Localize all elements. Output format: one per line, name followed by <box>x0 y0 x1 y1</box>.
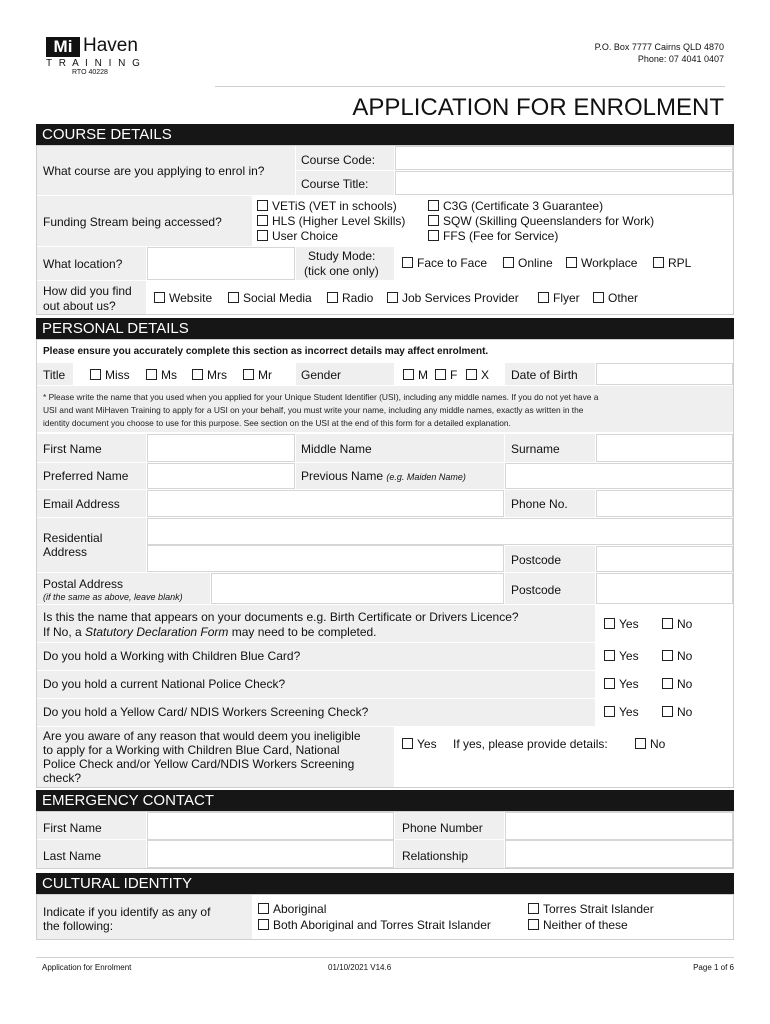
docname-no[interactable]: No <box>662 617 692 631</box>
course-title-label: Course Title: <box>301 177 369 191</box>
study-mode-label: Study Mode: <box>308 249 376 263</box>
checkbox-rpl[interactable] <box>653 257 664 268</box>
usi-note-line-2: USI and want MiHaven Training to apply for a USI on your behalf, you must write your name, including any middle names, exactly as written in the <box>43 405 584 415</box>
docname-yes[interactable]: Yes <box>604 617 639 631</box>
find-other[interactable]: Other <box>593 291 638 305</box>
blue-card-no[interactable]: No <box>662 649 692 663</box>
gender-f[interactable]: F <box>435 368 457 382</box>
ensure-note: Please ensure you accurately complete this section as incorrect details may affect enrolment. <box>43 346 489 357</box>
phone-field[interactable] <box>596 490 733 517</box>
org-phone: Phone: 07 4041 0407 <box>637 54 724 64</box>
residential-label-1: Residential <box>43 531 103 545</box>
statutory-declaration-link: Statutory Declaration Form <box>85 625 229 639</box>
checkbox-vetis[interactable] <box>257 200 268 211</box>
title-ms[interactable]: Ms <box>146 368 177 382</box>
course-code-field[interactable] <box>395 146 733 170</box>
emergency-phone-field[interactable] <box>505 812 733 840</box>
emergency-relationship-label: Relationship <box>402 849 469 863</box>
yellow-card-question: Do you hold a Yellow Card/ NDIS Workers Screening Check? <box>43 705 369 719</box>
checkbox-radio[interactable] <box>327 292 338 303</box>
mode-rpl[interactable]: RPL <box>653 256 691 270</box>
gender-x[interactable]: X <box>466 368 489 382</box>
cultural-aboriginal[interactable]: Aboriginal <box>258 902 326 916</box>
checkbox-workplace[interactable] <box>566 257 577 268</box>
funding-question: Funding Stream being accessed? <box>43 215 222 229</box>
course-code-label: Course Code: <box>301 153 376 167</box>
footer-left: Application for Enrolment <box>42 963 132 972</box>
emergency-first-name-label: First Name <box>43 821 102 835</box>
res-postcode-field[interactable] <box>596 546 733 572</box>
title-label: Title <box>43 368 66 382</box>
funding-c3g[interactable]: C3G (Certificate 3 Guarantee) <box>428 199 603 213</box>
middle-name-label: Middle Name <box>301 442 372 456</box>
checkbox-job-services[interactable] <box>387 292 398 303</box>
funding-vetis[interactable]: VETiS (VET in schools) <box>257 199 397 213</box>
aware-question-3: Police Check and/or Yellow Card/NDIS Workers Screening <box>43 757 355 771</box>
checkbox-other[interactable] <box>593 292 604 303</box>
section-emergency-contact: EMERGENCY CONTACT <box>36 790 734 811</box>
checkbox-aware-yes[interactable] <box>402 738 413 749</box>
cultural-neither[interactable]: Neither of these <box>528 918 628 932</box>
email-field[interactable] <box>147 490 504 517</box>
emergency-first-name-field[interactable] <box>147 812 394 840</box>
footer-center: 01/10/2021 V14.6 <box>328 963 392 972</box>
find-job-services[interactable]: Job Services Provider <box>387 291 519 305</box>
checkbox-mrs[interactable] <box>192 369 203 380</box>
checkbox-ms[interactable] <box>146 369 157 380</box>
checkbox-f[interactable] <box>435 369 446 380</box>
checkbox-both[interactable] <box>258 919 269 930</box>
checkbox-police-yes[interactable] <box>604 678 615 689</box>
aware-yes[interactable]: Yes <box>402 737 437 751</box>
checkbox-website[interactable] <box>154 292 165 303</box>
checkbox-police-no[interactable] <box>662 678 673 689</box>
find-label-2: out about us? <box>43 299 116 313</box>
checkbox-face-to-face[interactable] <box>402 257 413 268</box>
footer-page: Page 1 of 6 <box>693 963 734 972</box>
cultural-question-1: Indicate if you identify as any of <box>43 905 211 919</box>
res-postcode-label: Postcode <box>511 553 562 567</box>
previous-name-label: Previous Name (e.g. Maiden Name) <box>301 469 466 483</box>
aware-no[interactable]: No <box>635 737 665 751</box>
checkbox-docname-no[interactable] <box>662 618 673 629</box>
mode-workplace[interactable]: Workplace <box>566 256 637 270</box>
funding-ffs[interactable]: FFS (Fee for Service) <box>428 229 558 243</box>
page-title: APPLICATION FOR ENROLMENT <box>352 94 724 121</box>
first-name-field[interactable] <box>147 434 295 462</box>
course-question: What course are you applying to enrol in? <box>43 164 265 178</box>
mode-face-to-face[interactable]: Face to Face <box>402 256 487 270</box>
find-social-media[interactable]: Social Media <box>228 291 312 305</box>
logo-word: Haven <box>83 35 138 56</box>
postal-field[interactable] <box>211 573 504 604</box>
section-cultural-identity: CULTURAL IDENTITY <box>36 873 734 894</box>
preferred-name-label: Preferred Name <box>43 469 129 483</box>
title-mrs[interactable]: Mrs <box>192 368 227 382</box>
preferred-name-field[interactable] <box>147 463 295 489</box>
dob-label: Date of Birth <box>511 368 578 382</box>
find-radio[interactable]: Radio <box>327 291 373 305</box>
mode-online[interactable]: Online <box>503 256 553 270</box>
postal-postcode-label: Postcode <box>511 583 562 597</box>
cultural-torres-strait[interactable]: Torres Strait Islander <box>528 902 654 916</box>
gender-label: Gender <box>301 368 342 382</box>
residential-field[interactable] <box>147 518 733 545</box>
logo-mark: Mi <box>46 37 80 57</box>
org-address: P.O. Box 7777 Cairns QLD 4870 <box>594 42 724 52</box>
checkbox-hls[interactable] <box>257 215 268 226</box>
phone-label: Phone No. <box>511 497 568 511</box>
checkbox-miss[interactable] <box>90 369 101 380</box>
dob-field[interactable] <box>596 363 733 385</box>
residential-label-2: Address <box>43 545 88 559</box>
first-name-label: First Name <box>43 442 102 456</box>
usi-note-line-1: * Please write the name that you used when you applied for your Unique Student Identifier (USI), including any middle names. If you do not yet have a <box>43 392 599 402</box>
aware-question-4: check? <box>43 771 82 785</box>
logo <box>44 35 154 79</box>
aware-question-1: Are you aware of any reason that would deem you ineligible <box>43 729 361 743</box>
logo-training: T R A I N I N G <box>46 58 142 69</box>
usi-note-line-3: identity document you choose to use for this purpose. See section on the USI at the end of this form for a detailed explanation. <box>43 418 511 428</box>
aware-question-2: to apply for a Working with Children Blue Card, National <box>43 743 340 757</box>
previous-name-example: (e.g. Maiden Name) <box>386 472 466 482</box>
funding-hls[interactable]: HLS (Higher Level Skills) <box>257 214 405 228</box>
emergency-phone-label: Phone Number <box>402 821 483 835</box>
title-miss[interactable]: Miss <box>90 368 130 382</box>
header-divider <box>215 86 725 87</box>
postal-note: (if the same as above, leave blank) <box>43 592 183 602</box>
section-course-details: COURSE DETAILS <box>36 124 734 145</box>
checkbox-flyer[interactable] <box>538 292 549 303</box>
checkbox-c3g[interactable] <box>428 200 439 211</box>
checkbox-user-choice[interactable] <box>257 230 268 241</box>
checkbox-sqw[interactable] <box>428 215 439 226</box>
find-website[interactable]: Website <box>154 291 212 305</box>
checkbox-x[interactable] <box>466 369 477 380</box>
yellow-card-no[interactable]: No <box>662 705 692 719</box>
study-mode-hint: (tick one only) <box>304 264 379 278</box>
checkbox-online[interactable] <box>503 257 514 268</box>
funding-sqw[interactable]: SQW (Skilling Queenslanders for Work) <box>428 214 654 228</box>
email-label: Email Address <box>43 497 120 511</box>
gender-m[interactable]: M <box>403 368 428 382</box>
previous-name-field[interactable] <box>505 463 733 489</box>
find-label-1: How did you find <box>43 284 132 298</box>
police-question: Do you hold a current National Police Check? <box>43 677 286 691</box>
find-flyer[interactable]: Flyer <box>538 291 580 305</box>
emergency-relationship-field[interactable] <box>505 840 733 868</box>
postal-label: Postal Address <box>43 577 124 591</box>
checkbox-social-media[interactable] <box>228 292 239 303</box>
checkbox-blue-card-yes[interactable] <box>604 650 615 661</box>
docname-question-1: Is this the name that appears on your documents e.g. Birth Certificate or Drivers Licence? <box>43 610 519 624</box>
aware-details-label: If yes, please provide details: <box>453 737 608 751</box>
emergency-last-name-field[interactable] <box>147 840 394 868</box>
checkbox-ffs[interactable] <box>428 230 439 241</box>
title-mr[interactable]: Mr <box>243 368 272 382</box>
police-no[interactable]: No <box>662 677 692 691</box>
checkbox-yellow-card-no[interactable] <box>662 706 673 717</box>
checkbox-mr[interactable] <box>243 369 254 380</box>
course-title-field[interactable] <box>395 171 733 195</box>
section-personal-details: PERSONAL DETAILS <box>36 318 734 339</box>
checkbox-blue-card-no[interactable] <box>662 650 673 661</box>
cultural-question-2: the following: <box>43 919 114 933</box>
yellow-card-yes[interactable]: Yes <box>604 705 639 719</box>
docname-question-2: If No, a Statutory Declaration Form may need to be completed. <box>43 625 377 639</box>
checkbox-torres-strait[interactable] <box>528 903 539 914</box>
checkbox-neither[interactable] <box>528 919 539 930</box>
cultural-both[interactable]: Both Aboriginal and Torres Strait Islander <box>258 918 491 932</box>
blue-card-question: Do you hold a Working with Children Blue Card? <box>43 649 301 663</box>
rto-number: RTO 40228 <box>72 69 108 76</box>
footer-divider <box>36 957 734 958</box>
residential-field-2[interactable] <box>147 545 504 572</box>
checkbox-yellow-card-yes[interactable] <box>604 706 615 717</box>
emergency-last-name-label: Last Name <box>43 849 102 863</box>
police-yes[interactable]: Yes <box>604 677 639 691</box>
checkbox-aware-no[interactable] <box>635 738 646 749</box>
checkbox-m[interactable] <box>403 369 414 380</box>
location-field[interactable] <box>147 247 295 280</box>
checkbox-aboriginal[interactable] <box>258 903 269 914</box>
checkbox-docname-yes[interactable] <box>604 618 615 629</box>
funding-user-choice[interactable]: User Choice <box>257 229 338 243</box>
postal-postcode-field[interactable] <box>596 573 733 604</box>
blue-card-yes[interactable]: Yes <box>604 649 639 663</box>
surname-label: Surname <box>511 442 560 456</box>
surname-field[interactable] <box>596 434 733 462</box>
location-label: What location? <box>43 257 123 271</box>
